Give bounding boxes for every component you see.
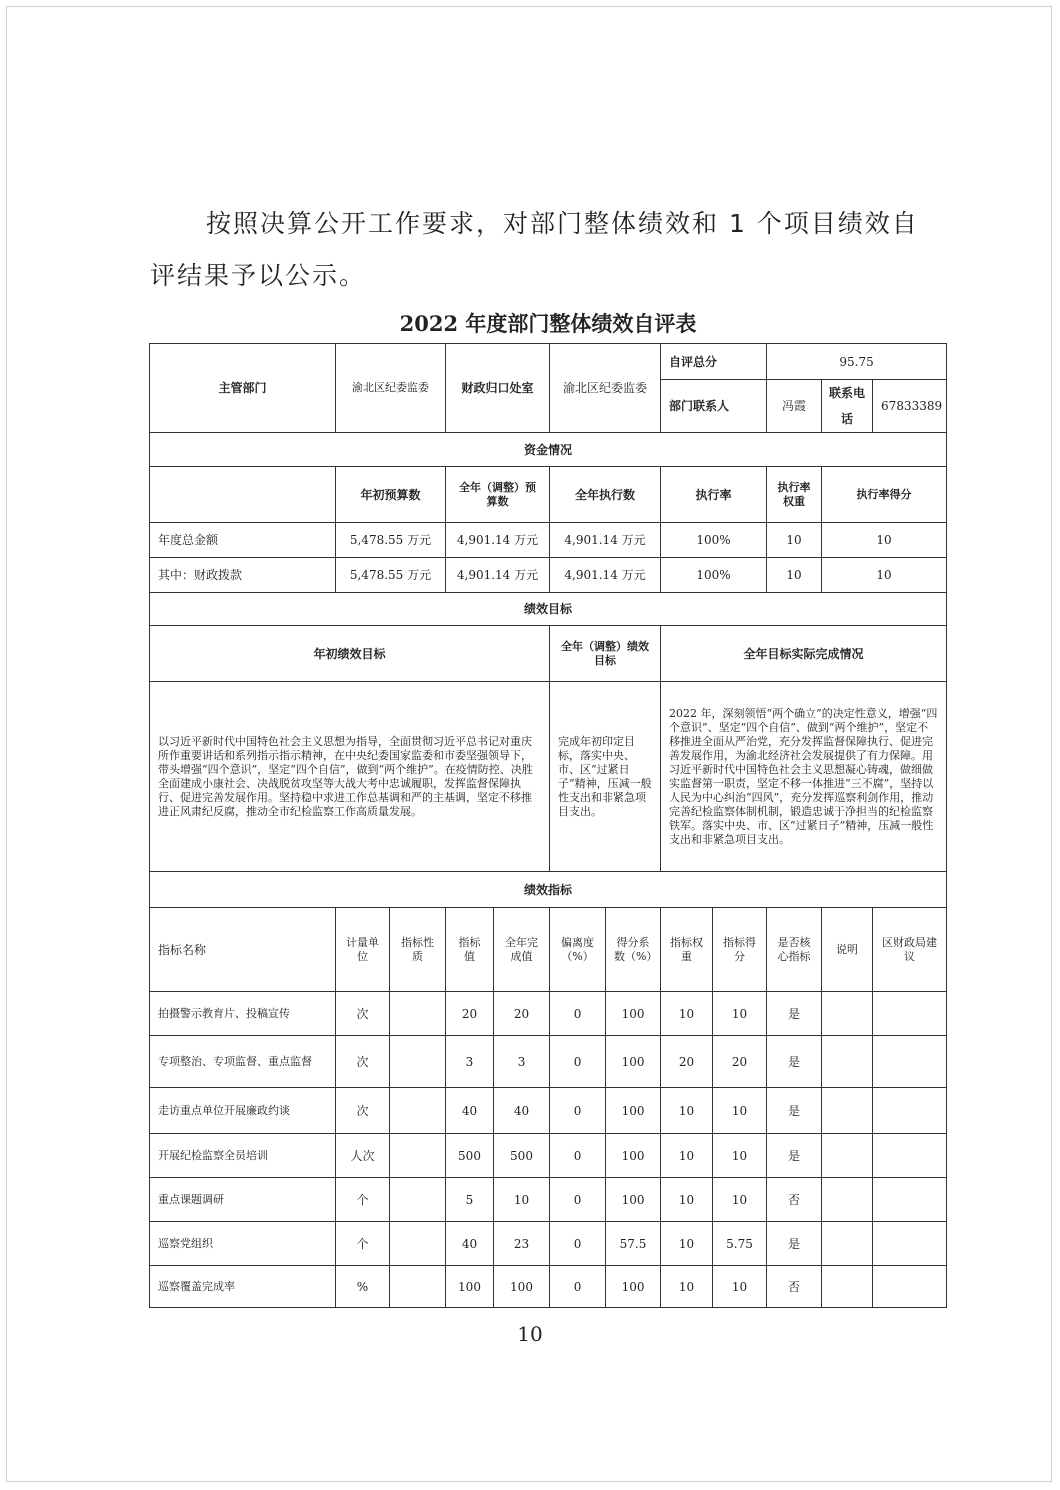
indicator-target-cell: 40 xyxy=(446,1222,494,1266)
indicator-advice-cell xyxy=(873,992,947,1036)
funds-cell: 4,901.14 万元 xyxy=(550,558,661,593)
indicator-note-cell xyxy=(822,1178,873,1222)
indicator-advice-cell xyxy=(873,1088,947,1134)
indicator-coef-cell: 100 xyxy=(606,992,661,1036)
score-value: 95.75 xyxy=(767,344,947,380)
indicator-unit-cell: 人次 xyxy=(336,1134,390,1178)
indicator-row xyxy=(150,1036,947,1088)
indicator-target-cell: 100 xyxy=(446,1266,494,1308)
funds-cell: 4,901.14 万元 xyxy=(550,523,661,558)
score-label: 自评总分 xyxy=(661,344,767,380)
intro-paragraph: 按照决算公开工作要求，对部门整体绩效和 1 个项目绩效自评结果予以公示。 xyxy=(150,209,919,290)
funds-cell: 5,478.55 万元 xyxy=(336,558,446,593)
indicator-advice-cell xyxy=(873,1178,947,1222)
funds-col-rate: 执行率 xyxy=(661,467,767,523)
indicator-weight-cell: 10 xyxy=(661,992,713,1036)
page-number: 10 xyxy=(517,1322,543,1346)
indicator-coef-cell: 100 xyxy=(606,1036,661,1088)
indicator-unit-cell: 次 xyxy=(336,1036,390,1088)
finance-value: 渝北区纪委监委 xyxy=(550,344,661,433)
indicator-core-cell: 是 xyxy=(767,1088,822,1134)
indicator-name-cell: 巡察党组织 xyxy=(150,1222,336,1266)
ind-col-nature: 指标性质 xyxy=(390,908,446,992)
indicator-dev-cell: 0 xyxy=(550,1036,606,1088)
funds-corner xyxy=(150,467,336,523)
table-title: 2022 年度部门整体绩效自评表 xyxy=(399,311,697,336)
indicator-note-cell xyxy=(822,1088,873,1134)
goals-initial-text: 以习近平新时代中国特色社会主义思想为指导，全面贯彻习近平总书记对重庆所作重要讲话和系列指示指示精神，在中央纪委国家监委和市委坚强领导下，带头增强“四个意识”，坚定“四个自信”，做到“两个维护”。在疫情防控、决胜全面建成小康社会、决战脱贫攻坚等大战大考中忠诚履职，发挥监督保障执行、促进完善发展作用。坚持稳中求进工作总基调和严的主基调，坚定不移推进正风肃纪反腐，推动全市纪检监察工作高质量发展。 xyxy=(150,682,550,872)
indicator-dev-cell: 0 xyxy=(550,1088,606,1134)
indicator-nature-cell xyxy=(390,1222,446,1266)
indicator-score-cell: 10 xyxy=(713,1088,767,1134)
indicator-coef-cell: 100 xyxy=(606,1088,661,1134)
indicator-score-cell: 10 xyxy=(713,1266,767,1308)
indicator-name-cell: 重点课题调研 xyxy=(150,1178,336,1222)
indicator-score-cell: 10 xyxy=(713,1134,767,1178)
indicator-target-cell: 40 xyxy=(446,1088,494,1134)
performance-table xyxy=(149,343,947,1308)
indicator-coef-cell: 100 xyxy=(606,1178,661,1222)
ind-col-weight: 指标权重 xyxy=(661,908,713,992)
goals-col-adjusted: 全年（调整）绩效目标 xyxy=(550,626,661,682)
indicator-weight-cell: 10 xyxy=(661,1134,713,1178)
indicator-name-cell: 开展纪检监察全员培训 xyxy=(150,1134,336,1178)
funds-cell: 10 xyxy=(767,558,822,593)
indicator-name-cell: 巡察覆盖完成率 xyxy=(150,1266,336,1308)
goals-adjusted-text: 完成年初印定目标，落实中央、市、区“过紧日子”精神，压减一般性支出和非紧急项目支出。 xyxy=(550,682,661,872)
indicator-core-cell: 否 xyxy=(767,1178,822,1222)
indicator-note-cell xyxy=(822,1036,873,1088)
indicator-dev-cell: 0 xyxy=(550,1178,606,1222)
indicator-row xyxy=(150,1222,947,1266)
indicator-weight-cell: 10 xyxy=(661,1266,713,1308)
indicator-row xyxy=(150,1178,947,1222)
indicator-done-cell: 10 xyxy=(494,1178,550,1222)
indicator-core-cell: 是 xyxy=(767,1134,822,1178)
indicator-note-cell xyxy=(822,1266,873,1308)
indicator-row xyxy=(150,1088,947,1134)
indicator-unit-cell: % xyxy=(336,1266,390,1308)
indicator-dev-cell: 0 xyxy=(550,992,606,1036)
funds-cell: 100% xyxy=(661,523,767,558)
ind-col-advice: 区财政局建议 xyxy=(873,908,947,992)
indicator-name-cell: 走访重点单位开展廉政约谈 xyxy=(150,1088,336,1134)
finance-label: 财政归口处室 xyxy=(446,344,550,433)
funds-cell: 10 xyxy=(767,523,822,558)
indicator-coef-cell: 100 xyxy=(606,1266,661,1308)
indicator-row xyxy=(150,1134,947,1178)
funds-col-adjusted: 全年（调整）预算数 xyxy=(446,467,550,523)
ind-col-unit: 计量单位 xyxy=(336,908,390,992)
goals-col-actual: 全年目标实际完成情况 xyxy=(661,626,947,682)
funds-cell: 4,901.14 万元 xyxy=(446,558,550,593)
indicator-unit-cell: 次 xyxy=(336,992,390,1036)
goals-actual-text: 2022 年，深刻领悟“两个确立”的决定性意义，增强“四个意识”、坚定“四个自信”、做到“两个维护”，坚定不移推进全面从严治党，充分发挥监督保障执行、促进完善发展作用，为渝北经济社会发展提供了有力保障。用习近平新时代中国特色社会主义思想凝心铸魂，做细做实监督第一职责，坚定不移一体推进“三不腐”，坚持以人民为中心纠治“四风”，充分发挥巡察利剑作用，推动完善纪检监察体制机制，锻造忠诚于净担当的纪检监察铁军。落实中央、市、区“过紧日子”精神，压减一般性支出和非紧急项目支出。 xyxy=(661,682,947,872)
indicator-done-cell: 23 xyxy=(494,1222,550,1266)
indicator-target-cell: 20 xyxy=(446,992,494,1036)
indicator-note-cell xyxy=(822,1222,873,1266)
goals-section-title: 绩效目标 xyxy=(150,593,947,626)
indicator-unit-cell: 个 xyxy=(336,1222,390,1266)
indicators-section-title: 绩效指标 xyxy=(150,872,947,908)
funds-cell: 10 xyxy=(822,558,947,593)
indicator-weight-cell: 20 xyxy=(661,1036,713,1088)
indicator-dev-cell: 0 xyxy=(550,1134,606,1178)
funds-col-initial: 年初预算数 xyxy=(336,467,446,523)
indicator-nature-cell xyxy=(390,1088,446,1134)
indicator-score-cell: 5.75 xyxy=(713,1222,767,1266)
indicator-nature-cell xyxy=(390,1178,446,1222)
goals-col-initial: 年初绩效目标 xyxy=(150,626,550,682)
ind-col-target: 指标值 xyxy=(446,908,494,992)
indicator-note-cell xyxy=(822,1134,873,1178)
phone-value: 67833389 xyxy=(873,380,947,433)
indicator-done-cell: 20 xyxy=(494,992,550,1036)
funds-cell: 5,478.55 万元 xyxy=(336,523,446,558)
indicator-nature-cell xyxy=(390,1266,446,1308)
indicator-target-cell: 5 xyxy=(446,1178,494,1222)
phone-label: 联系电话 xyxy=(822,380,873,433)
funds-cell: 10 xyxy=(822,523,947,558)
funds-col-weight: 执行率权重 xyxy=(767,467,822,523)
indicator-nature-cell xyxy=(390,1036,446,1088)
indicator-done-cell: 100 xyxy=(494,1266,550,1308)
indicator-advice-cell xyxy=(873,1222,947,1266)
indicator-target-cell: 3 xyxy=(446,1036,494,1088)
indicator-advice-cell xyxy=(873,1134,947,1178)
funds-section-title: 资金情况 xyxy=(150,433,947,467)
indicator-name-cell: 拍摄警示教育片、投稿宣传 xyxy=(150,992,336,1036)
indicator-score-cell: 20 xyxy=(713,1036,767,1088)
ind-col-score: 指标得分 xyxy=(713,908,767,992)
indicator-nature-cell xyxy=(390,1134,446,1178)
indicator-core-cell: 是 xyxy=(767,1036,822,1088)
funds-cell: 100% xyxy=(661,558,767,593)
ind-col-dev: 偏离度（%） xyxy=(550,908,606,992)
funds-row-label: 其中：财政拨款 xyxy=(150,558,336,593)
indicator-core-cell: 是 xyxy=(767,1222,822,1266)
ind-col-done: 全年完成值 xyxy=(494,908,550,992)
ind-col-coef: 得分系数（%） xyxy=(606,908,661,992)
indicator-core-cell: 否 xyxy=(767,1266,822,1308)
funds-col-score: 执行率得分 xyxy=(822,467,947,523)
indicator-dev-cell: 0 xyxy=(550,1222,606,1266)
indicator-target-cell: 500 xyxy=(446,1134,494,1178)
ind-col-note: 说明 xyxy=(822,908,873,992)
indicator-score-cell: 10 xyxy=(713,1178,767,1222)
indicator-name-cell: 专项整治、专项监督、重点监督 xyxy=(150,1036,336,1088)
indicator-weight-cell: 10 xyxy=(661,1222,713,1266)
ind-col-core: 是否核心指标 xyxy=(767,908,822,992)
dept-label: 主管部门 xyxy=(150,344,336,433)
indicator-note-cell xyxy=(822,992,873,1036)
indicator-row xyxy=(150,992,947,1036)
indicator-advice-cell xyxy=(873,1266,947,1308)
indicator-done-cell: 3 xyxy=(494,1036,550,1088)
contact-value: 冯霞 xyxy=(767,380,822,433)
indicator-dev-cell: 0 xyxy=(550,1266,606,1308)
indicator-nature-cell xyxy=(390,992,446,1036)
indicator-coef-cell: 100 xyxy=(606,1134,661,1178)
dept-value: 渝北区纪委监委 xyxy=(336,344,446,433)
indicator-done-cell: 500 xyxy=(494,1134,550,1178)
indicator-core-cell: 是 xyxy=(767,992,822,1036)
contact-label: 部门联系人 xyxy=(661,380,767,433)
indicator-done-cell: 40 xyxy=(494,1088,550,1134)
indicator-weight-cell: 10 xyxy=(661,1088,713,1134)
indicator-weight-cell: 10 xyxy=(661,1178,713,1222)
ind-col-name: 指标名称 xyxy=(150,908,336,992)
indicator-coef-cell: 57.5 xyxy=(606,1222,661,1266)
indicator-score-cell: 10 xyxy=(713,992,767,1036)
funds-cell: 4,901.14 万元 xyxy=(446,523,550,558)
indicator-unit-cell: 次 xyxy=(336,1088,390,1134)
indicator-advice-cell xyxy=(873,1036,947,1088)
indicators-body xyxy=(150,992,947,1308)
indicator-unit-cell: 个 xyxy=(336,1178,390,1222)
funds-row-label: 年度总金额 xyxy=(150,523,336,558)
funds-col-executed: 全年执行数 xyxy=(550,467,661,523)
indicator-row xyxy=(150,1266,947,1308)
